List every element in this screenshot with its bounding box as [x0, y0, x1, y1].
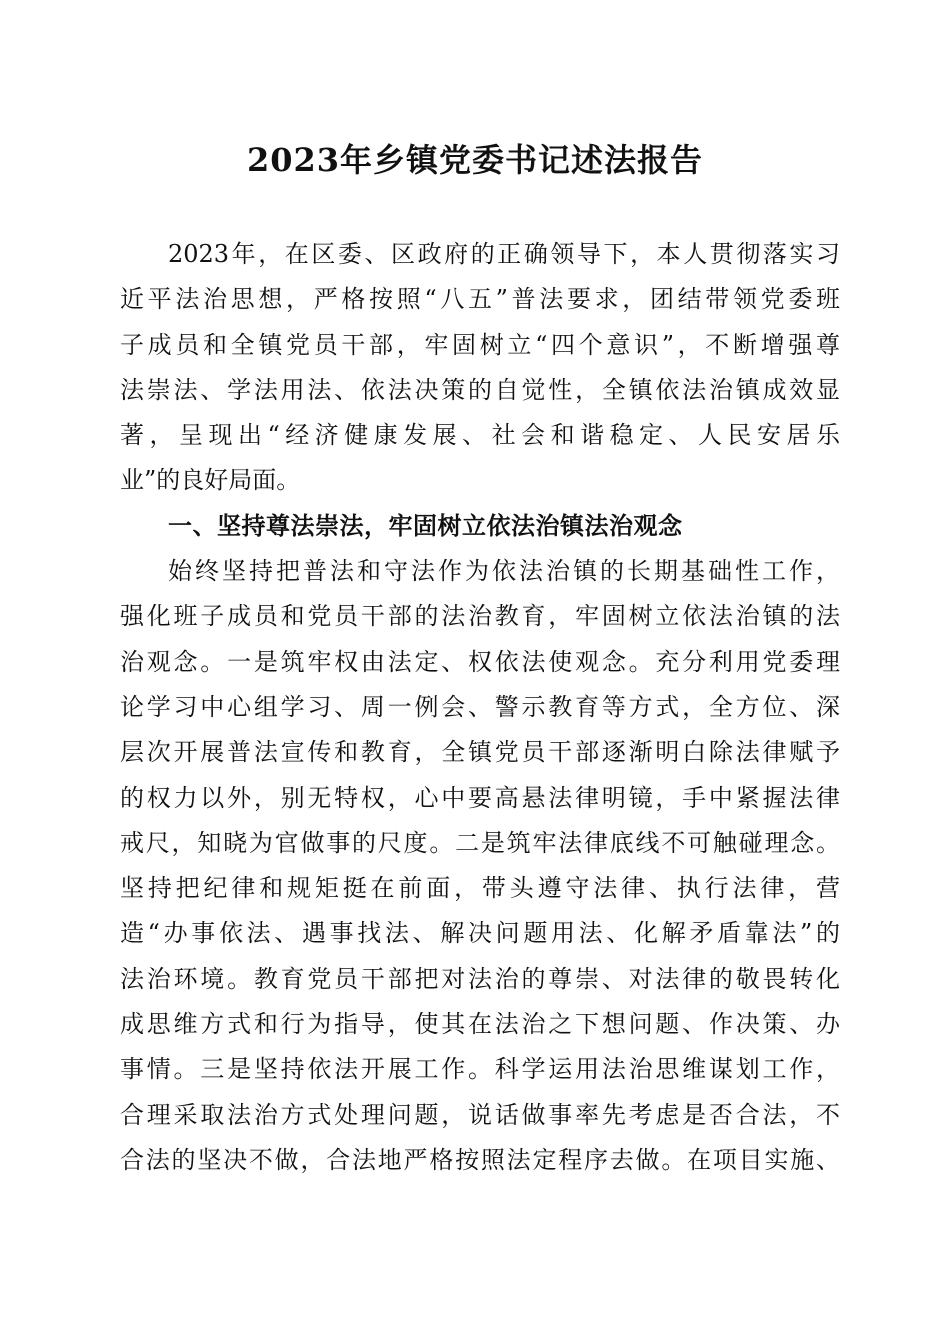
paragraph-2-line: 论学习中心组学习、周一例会、警示教育等方式，全方位、深	[120, 692, 840, 721]
paragraph-2-line: 成思维方式和行为指导，使其在法治之下想问题、作决策、办	[120, 1010, 840, 1039]
paragraph-2-line: 事情。三是坚持依法开展工作。科学运用法治思维谋划工作，	[120, 1055, 840, 1084]
paragraph-2-line: 的权力以外，别无特权，心中要高悬法律明镜，手中紧握法律	[120, 783, 840, 812]
paragraph-2-line: 治观念。一是筑牢权由法定、权依法使观念。充分利用党委理	[120, 647, 840, 676]
paragraph-1-line: 著，呈现出“经济健康发展、社会和谐稳定、人民安居乐	[120, 421, 840, 450]
paragraph-1-line: 子成员和全镇党员干部，牢固树立“四个意识”，不断增强尊	[120, 330, 840, 359]
paragraph-2-line: 合法的坚决不做，合法地严格按照法定程序去做。在项目实施、	[120, 1145, 840, 1174]
document-title: 2023年乡镇党委书记述法报告	[246, 141, 704, 179]
document-body	[120, 232, 840, 1183]
paragraph-1-line: 法崇法、学法用法、依法决策的自觉性，全镇依法治镇成效显	[120, 375, 840, 404]
paragraph-2-line: 层次开展普法宣传和教育，全镇党员干部逐渐明白除法律赋予	[120, 738, 840, 767]
section-1-heading: 一、坚持尊法崇法，牢固树立依法治镇法治观念	[168, 511, 683, 540]
paragraph-2-line: 法治环境。教育党员干部把对法治的尊崇、对法律的敬畏转化	[120, 964, 840, 993]
paragraph-2-line: 造“办事依法、遇事找法、解决问题用法、化解矛盾靠法”的	[120, 919, 840, 948]
paragraph-2-line: 始终坚持把普法和守法作为依法治镇的长期基础性工作，	[168, 557, 840, 586]
paragraph-1-line: 业”的良好局面。	[120, 466, 301, 495]
paragraph-2-line: 强化班子成员和党员干部的法治教育，牢固树立依法治镇的法	[120, 602, 840, 631]
paragraph-1-line: 2023年，在区委、区政府的正确领导下，本人贯彻落实习	[168, 240, 840, 268]
paragraph-2-line: 戒尺，知晓为官做事的尺度。二是筑牢法律底线不可触碰理念。	[120, 828, 840, 857]
paragraph-2-line: 合理采取法治方式处理问题，说话做事率先考虑是否合法，不	[120, 1100, 840, 1129]
paragraph-2-line: 坚持把纪律和规矩挺在前面，带头遵守法律、执行法律，营	[120, 874, 840, 903]
paragraph-1-line: 近平法治思想，严格按照“八五”普法要求，团结带领党委班	[120, 285, 840, 314]
